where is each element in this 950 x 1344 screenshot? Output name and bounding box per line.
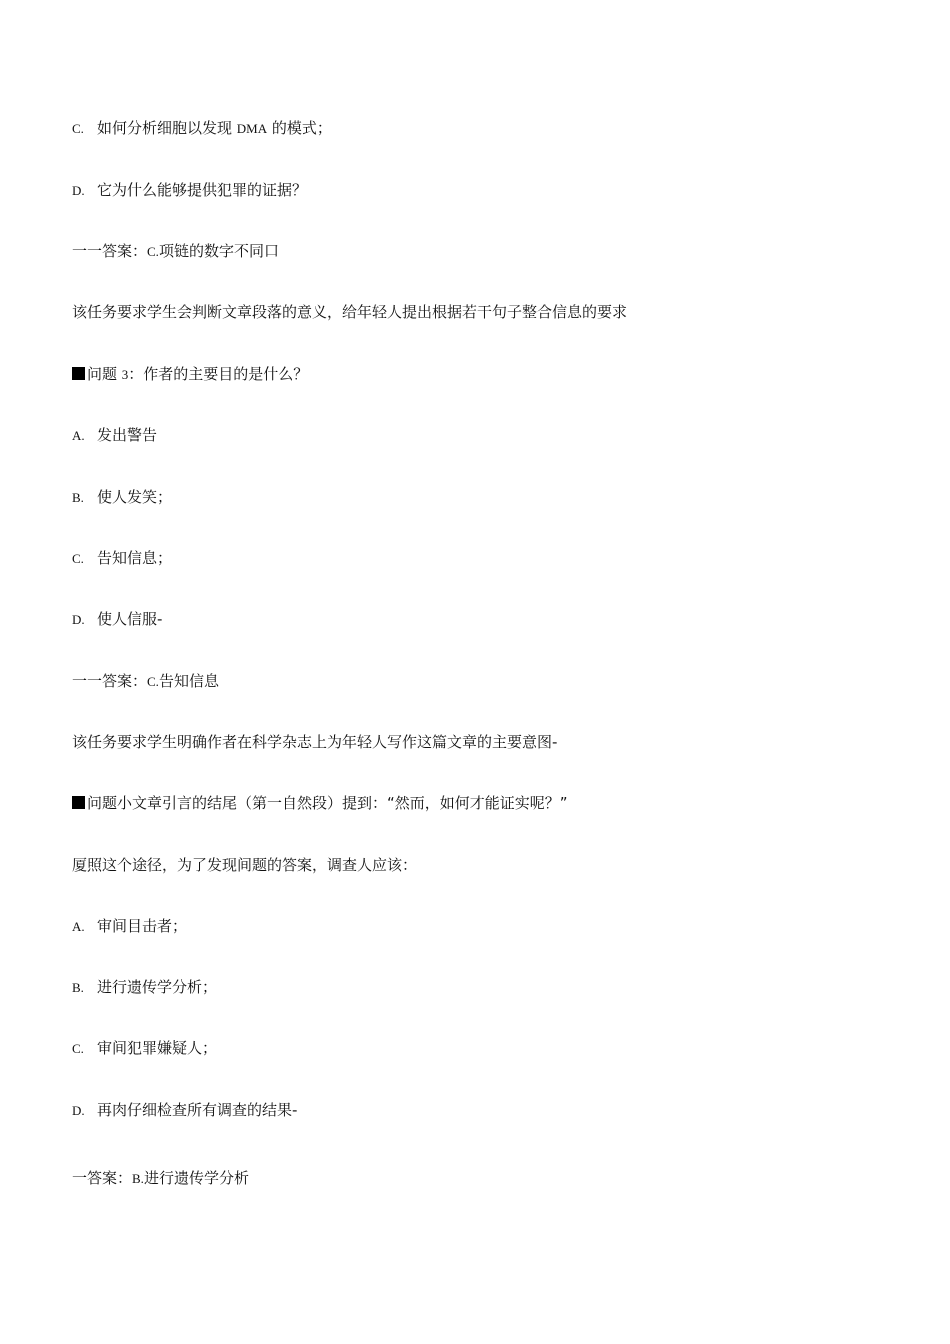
answer-text: 告知信息 xyxy=(158,672,219,690)
answer-text: 项链的数字不同口 xyxy=(158,242,279,260)
answer-line-1 xyxy=(72,241,279,262)
q4-option-c xyxy=(72,1038,217,1059)
q4-option-d xyxy=(72,1100,297,1121)
question-number: 3 xyxy=(121,367,129,382)
question-4-prompt xyxy=(72,855,417,875)
question-text: 问题小文章引言的结尾（第一自然段）提到：“然而，如何才能证实呢？” xyxy=(87,794,568,812)
task-description-1 xyxy=(72,302,627,322)
q3-option-c xyxy=(72,548,172,569)
option-text: 使人信服- xyxy=(97,610,163,628)
option-text: 使人发笑； xyxy=(97,488,173,506)
q4-option-b xyxy=(72,977,217,998)
option-letter: A. xyxy=(72,919,85,934)
answer-prefix: 一一答案： xyxy=(72,672,148,690)
option-text: 再肉仔细检查所有调查的结果- xyxy=(97,1101,298,1119)
paragraph-text: 该任务要求学生明确作者在科学杂志上为年轻人写作这篇文章的主要意图- xyxy=(72,733,558,751)
option-c-dna xyxy=(72,118,332,139)
answer-line-2 xyxy=(72,671,219,692)
option-letter: D. xyxy=(72,1103,85,1118)
square-bullet-icon xyxy=(72,367,85,380)
q3-option-a xyxy=(72,425,157,446)
answer-letter: C. xyxy=(147,674,159,689)
option-letter: D. xyxy=(72,183,85,198)
paragraph-text: 该任务要求学生会判断文章段落的意义，给年轻人提出根据若干句子整合信息的要求 xyxy=(72,303,628,321)
answer-prefix: 一一答案： xyxy=(72,242,148,260)
option-text: 发出警告 xyxy=(97,426,158,444)
option-letter: C. xyxy=(72,1041,84,1056)
paragraph-text: 厦照这个途径，为了发现间题的答案，调查人应该： xyxy=(72,856,418,874)
q4-option-a xyxy=(72,916,187,937)
option-text: 进行遗传学分析； xyxy=(97,978,218,996)
q3-option-b xyxy=(72,487,172,508)
option-d-evidence xyxy=(72,180,307,201)
option-text-latin: DMA xyxy=(236,121,268,136)
option-letter: B. xyxy=(72,980,84,995)
option-letter: A. xyxy=(72,428,85,443)
option-letter: C. xyxy=(72,551,84,566)
option-text: 它为什么能够提供犯罪的证据？ xyxy=(97,181,308,199)
option-text-pre: 如何分析细胞以发现 xyxy=(97,119,237,137)
answer-text: 进行遗传学分析 xyxy=(143,1169,249,1187)
question-4 xyxy=(72,793,568,813)
option-letter: B. xyxy=(72,490,84,505)
option-text-post: 的模式； xyxy=(267,119,332,137)
answer-line-3 xyxy=(72,1168,249,1189)
option-letter: D. xyxy=(72,612,85,627)
question-text-pre: 问题 xyxy=(87,365,122,383)
question-3 xyxy=(72,364,308,385)
task-description-2 xyxy=(72,732,557,752)
question-text-post: ：作者的主要目的是什么？ xyxy=(128,365,309,383)
option-text: 告知信息； xyxy=(97,549,173,567)
answer-letter: B. xyxy=(132,1171,144,1186)
option-text: 审间目击者； xyxy=(97,917,188,935)
square-bullet-icon xyxy=(72,796,85,809)
q3-option-d xyxy=(72,609,162,630)
option-letter: C. xyxy=(72,121,84,136)
option-text: 审间犯罪嫌疑人； xyxy=(97,1039,218,1057)
answer-prefix: 一答案： xyxy=(72,1169,133,1187)
answer-letter: C. xyxy=(147,244,159,259)
